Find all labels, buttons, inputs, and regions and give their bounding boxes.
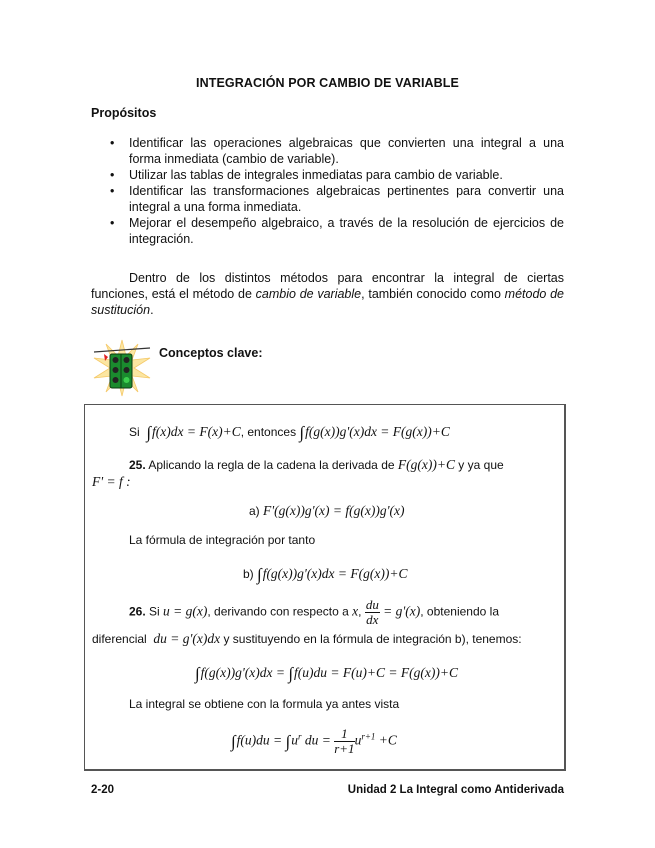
item-25-continuation: F' = f : — [92, 474, 131, 489]
item-25: 25. Aplicando la regla de la cadena la derivada de F(g(x))+C y ya que — [129, 457, 504, 472]
term-metodo-de-sustitucion: método de sustitución — [91, 287, 564, 317]
formula-text: La fórmula de integración por tanto — [129, 533, 316, 547]
formula-d: $\int f(u)du = \int u^r$ du = $\frac{1}{r+1}$ $u^{r+1} +C$ — [231, 726, 397, 756]
section-heading-propositos: Propósitos — [91, 106, 157, 120]
integral-sign-icon: ∫ — [299, 423, 305, 442]
definition-line: Si ∫f(x)dx = F(x)+C, entonces ∫f(g(x))g'(x)dx = F(g(x))+C — [129, 423, 450, 442]
integral-sign-icon: ∫ — [257, 565, 262, 584]
integral-sign-icon: ∫ — [146, 423, 152, 442]
intro-paragraph: Dentro de los distintos métodos para encontrar la integral de ciertas funciones, está el método de cambio de variable, también conocido como método de sustitución. — [91, 271, 564, 317]
list-item: • Identificar las operaciones algebraicas que convierten una integral a una forma inmediata (cambio de variable). — [91, 135, 564, 167]
formula-b: b) ∫f(g(x))g'(x)dx = F(g(x))+C — [243, 565, 408, 584]
term-cambio-de-variable: cambio de variable — [255, 287, 362, 301]
footer-unit-title: Unidad 2 La Integral como Antiderivada — [347, 784, 564, 796]
list-item: • Utilizar las tablas de integrales inmediatas para cambio de variable. — [91, 167, 564, 183]
final-text: La integral se obtiene con la formula ya antes vista — [129, 697, 400, 711]
integral-sign-icon: ∫ — [288, 664, 294, 683]
item-26: 26. Si u = g(x), derivando con respecto a x, $\frac{du}{dx}$ = g'(x), obteniendo la — [129, 597, 499, 627]
item-26-continuation: diferencial du = g'(x)dx y sustituyendo en la fórmula de integración b), tenemos: — [92, 631, 522, 646]
key-concepts-heading: Conceptos clave: — [159, 346, 263, 360]
fraction-1-over-r-plus-1: $\frac{1}{r+1}$ — [334, 726, 355, 756]
integral-sign-icon: ∫ — [231, 731, 236, 751]
formula-c: ∫f(g(x))g'(x)dx = ∫f(u)du = F(u)+C = F(g(x))+C — [195, 664, 458, 683]
integral-sign-icon: ∫ — [285, 731, 291, 751]
traffic-light-icon — [92, 338, 152, 398]
key-concepts-box — [84, 404, 566, 771]
purposes-list — [91, 135, 564, 247]
page-title: INTEGRACIÓN POR CAMBIO DE VARIABLE — [196, 76, 459, 90]
fraction-du-dx: $\frac{du}{dx}$ — [365, 597, 379, 627]
page-number: 2-20 — [91, 784, 115, 796]
list-item: • Mejorar el desempeño algebraico, a través de la resolución de ejercicios de integración. — [91, 215, 564, 247]
integral-sign-icon: ∫ — [195, 664, 200, 683]
formula-a: a) F'(g(x))g'(x) = f(g(x))g'(x) — [249, 503, 405, 518]
list-item: • Identificar las transformaciones algebraicas pertinentes para convertir una integral a una forma inmediata. — [91, 183, 564, 215]
